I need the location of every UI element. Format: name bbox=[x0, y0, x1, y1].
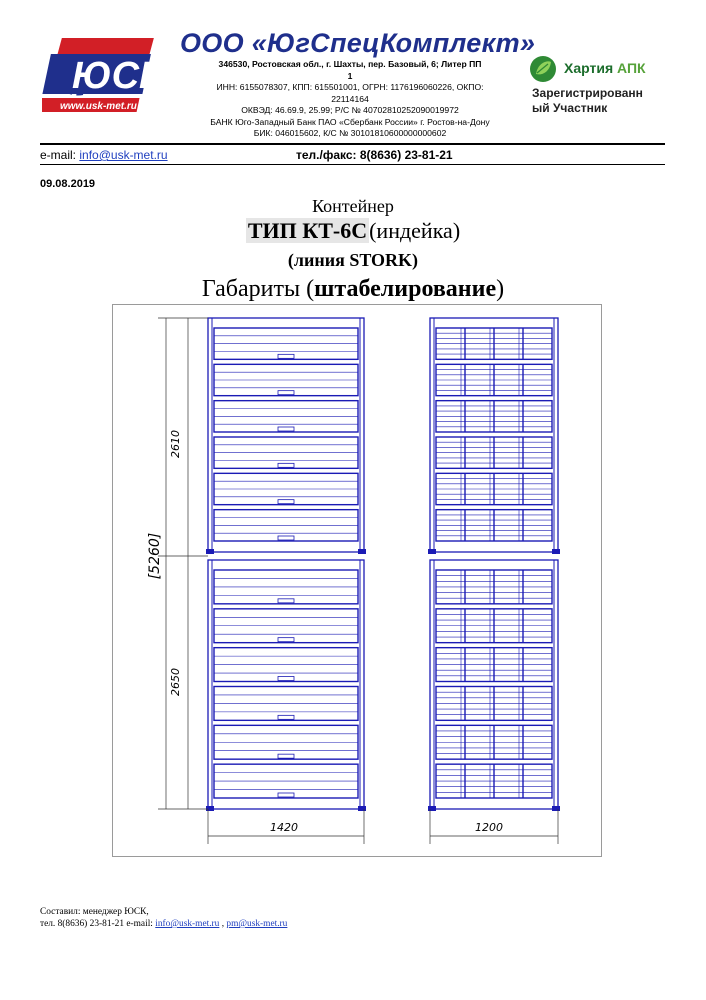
frame-foot bbox=[358, 806, 366, 811]
usk-logo bbox=[42, 30, 168, 125]
document-title-line1: Контейнер bbox=[312, 196, 394, 216]
frame-foot bbox=[552, 549, 560, 554]
footer-sep: , bbox=[219, 919, 227, 929]
title-suffix: ) bbox=[496, 276, 505, 302]
header-email bbox=[40, 148, 168, 162]
title-bold: штабелирование bbox=[314, 276, 497, 302]
footer-email-link[interactable]: info@usk-met.ru bbox=[155, 919, 220, 929]
dim-width-side: 1200 bbox=[475, 821, 503, 834]
logo-text: ЮСК bbox=[72, 55, 163, 97]
requisite-line: ИНН: 6155078307, КПП: 615501001, ОГРН: 1176196060226, ОКПО: bbox=[216, 82, 484, 92]
dim-width-front: 1420 bbox=[270, 821, 298, 834]
frame-foot bbox=[428, 806, 436, 811]
dim-lower: 2650 bbox=[169, 668, 182, 696]
company-requisites bbox=[175, 59, 525, 140]
header-divider bbox=[40, 143, 665, 145]
leaf-icon bbox=[528, 54, 558, 84]
footer-tel: тел. 8(8636) 23-81-21 e-mail: bbox=[40, 919, 156, 929]
document-title-line4 bbox=[0, 276, 706, 303]
partner-status: ый Участник bbox=[532, 101, 608, 115]
requisite-line: 22114164 bbox=[331, 93, 369, 104]
dim-upper: 2610 bbox=[169, 430, 182, 458]
drawing-frame bbox=[113, 305, 602, 857]
footer-author: Составил: менеджер ЮСК, bbox=[40, 907, 149, 917]
frame-foot bbox=[552, 806, 560, 811]
type-suffix: (индейка) bbox=[369, 218, 461, 243]
frame-foot bbox=[428, 549, 436, 554]
header-tel: тел./факс: 8(8636) 23-81-21 bbox=[296, 148, 453, 162]
partner-status: Зарегистрированн bbox=[532, 86, 643, 100]
footer-email-link[interactable]: pm@usk-met.ru bbox=[226, 919, 288, 929]
document-title-type bbox=[0, 218, 706, 244]
partner-name-accent: АПК bbox=[617, 60, 646, 76]
frame-foot bbox=[206, 549, 214, 554]
title-prefix: Габариты ( bbox=[201, 276, 315, 302]
dim-total: [5260] bbox=[147, 532, 163, 580]
frame-foot bbox=[206, 806, 214, 811]
footer bbox=[40, 906, 287, 930]
footer-contacts bbox=[40, 918, 287, 930]
logo-url: www.usk-met.ru bbox=[60, 101, 137, 112]
container-drawing bbox=[112, 304, 602, 857]
document-date: 09.08.2019 bbox=[40, 178, 96, 190]
document-title-line3: (линия STORK) bbox=[287, 250, 419, 270]
type-code: ТИП КТ-6С bbox=[247, 218, 368, 243]
company-name: ООО «ЮгСпецКомплект» bbox=[180, 28, 536, 58]
email-link[interactable]: info@usk-met.ru bbox=[79, 148, 168, 162]
partner-name: Хартия bbox=[564, 60, 614, 76]
email-label: e-mail: bbox=[40, 148, 77, 162]
requisite-line: ОКВЭД: 46.69.9, 25.99; Р/С № 40702810252090019972 bbox=[241, 105, 459, 115]
requisite-line: БИК: 046015602, К/С № 30101810600000000602 bbox=[253, 128, 447, 138]
header-divider bbox=[40, 164, 665, 165]
frame-foot bbox=[358, 549, 366, 554]
requisite-line: 1 bbox=[347, 70, 353, 81]
requisite-line: 346530, Ростовская обл., г. Шахты, пер. Базовый, 6; Литер ПП bbox=[218, 59, 482, 69]
requisite-line: БАНК Юго-Западный Банк ПАО «Сбербанк России» г. Ростов-на-Дону bbox=[210, 116, 490, 127]
